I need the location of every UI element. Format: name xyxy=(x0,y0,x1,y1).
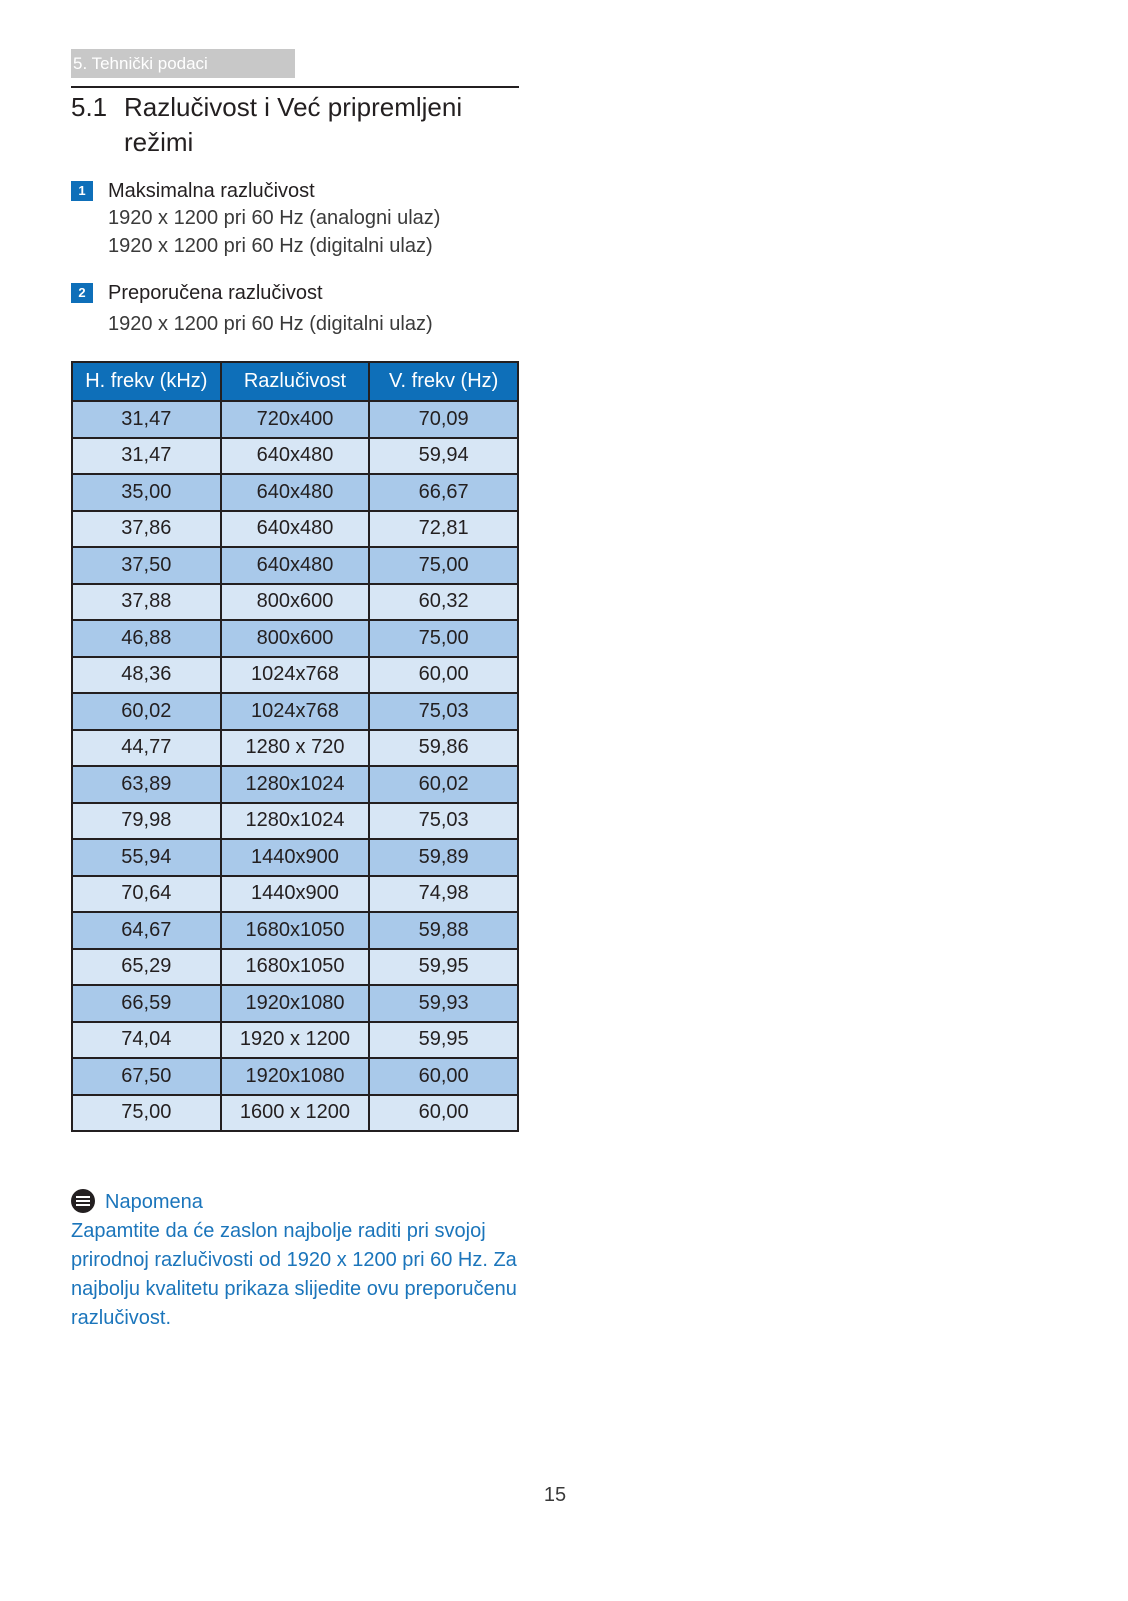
section-tab: 5. Tehnički podaci xyxy=(71,49,295,78)
table-header-row xyxy=(72,362,518,401)
table-row xyxy=(72,438,518,475)
cell-v-freq: 59,95 xyxy=(369,1022,518,1059)
cell-v-freq: 70,09 xyxy=(369,401,518,438)
cell-h-freq: 48,36 xyxy=(72,657,221,694)
cell-v-freq: 59,86 xyxy=(369,730,518,767)
table-row xyxy=(72,657,518,694)
cell-v-freq: 59,89 xyxy=(369,839,518,876)
cell-h-freq: 65,29 xyxy=(72,949,221,986)
cell-v-freq: 60,02 xyxy=(369,766,518,803)
cell-v-freq: 59,88 xyxy=(369,912,518,949)
cell-resolution: 1440x900 xyxy=(221,839,370,876)
cell-h-freq: 35,00 xyxy=(72,474,221,511)
table-row xyxy=(72,620,518,657)
cell-v-freq: 60,00 xyxy=(369,657,518,694)
page-number: 15 xyxy=(543,1484,567,1506)
header-v-freq: V. frekv (Hz) xyxy=(369,362,518,401)
cell-h-freq: 44,77 xyxy=(72,730,221,767)
cell-h-freq: 74,04 xyxy=(72,1022,221,1059)
cell-resolution: 1680x1050 xyxy=(221,912,370,949)
note-heading-text: Napomena xyxy=(105,1191,203,1213)
cell-v-freq: 59,95 xyxy=(369,949,518,986)
cell-resolution: 1920x1080 xyxy=(221,1058,370,1095)
cell-v-freq: 75,00 xyxy=(369,547,518,584)
table-row xyxy=(72,949,518,986)
cell-h-freq: 66,59 xyxy=(72,985,221,1022)
cell-h-freq: 31,47 xyxy=(72,401,221,438)
cell-v-freq: 60,00 xyxy=(369,1095,518,1132)
cell-h-freq: 46,88 xyxy=(72,620,221,657)
note-body: Zapamtite da će zaslon najbolje raditi pri svojoj prirodnoj razlučivosti od 1920 x 1200 pri 60 Hz. Za najbolju kvalitetu prikaza slijedite ovu preporučenu razlučivost. xyxy=(71,1220,517,1329)
item-line: 1920 x 1200 pri 60 Hz (analogni ulaz) xyxy=(108,207,441,229)
cell-resolution: 1920 x 1200 xyxy=(221,1022,370,1059)
cell-resolution: 800x600 xyxy=(221,584,370,621)
header-rule xyxy=(71,86,519,88)
cell-h-freq: 64,67 xyxy=(72,912,221,949)
title-text: Razlučivost i Već pripremljeni režimi xyxy=(124,92,463,157)
cell-resolution: 1280x1024 xyxy=(221,766,370,803)
note-icon xyxy=(71,1189,95,1213)
table-row xyxy=(72,547,518,584)
cell-h-freq: 63,89 xyxy=(72,766,221,803)
cell-resolution: 640x480 xyxy=(221,511,370,548)
cell-h-freq: 60,02 xyxy=(72,693,221,730)
cell-h-freq: 37,86 xyxy=(72,511,221,548)
cell-resolution: 1680x1050 xyxy=(221,949,370,986)
preset-modes-table xyxy=(71,361,519,1132)
page-title xyxy=(71,90,531,160)
title-number: 5.1 xyxy=(71,92,108,122)
cell-resolution: 800x600 xyxy=(221,620,370,657)
note-block xyxy=(71,1188,531,1333)
cell-v-freq: 59,93 xyxy=(369,985,518,1022)
cell-resolution: 640x480 xyxy=(221,474,370,511)
table-row xyxy=(72,912,518,949)
cell-v-freq: 75,00 xyxy=(369,620,518,657)
header-h-freq: H. frekv (kHz) xyxy=(72,362,221,401)
item-heading: Preporučena razlučivost xyxy=(108,282,323,304)
cell-resolution: 1280 x 720 xyxy=(221,730,370,767)
table-row xyxy=(72,876,518,913)
table-row xyxy=(72,1058,518,1095)
cell-v-freq: 60,32 xyxy=(369,584,518,621)
table-row xyxy=(72,803,518,840)
cell-resolution: 720x400 xyxy=(221,401,370,438)
cell-v-freq: 74,98 xyxy=(369,876,518,913)
table-row xyxy=(72,985,518,1022)
item-badge-1: 1 xyxy=(71,181,93,201)
cell-resolution: 1440x900 xyxy=(221,876,370,913)
cell-resolution: 1280x1024 xyxy=(221,803,370,840)
cell-h-freq: 79,98 xyxy=(72,803,221,840)
cell-resolution: 640x480 xyxy=(221,438,370,475)
note-heading xyxy=(71,1188,531,1216)
item-badge-2: 2 xyxy=(71,283,93,303)
cell-h-freq: 75,00 xyxy=(72,1095,221,1132)
cell-v-freq: 72,81 xyxy=(369,511,518,548)
table-row xyxy=(72,584,518,621)
cell-v-freq: 59,94 xyxy=(369,438,518,475)
header-resolution: Razlučivost xyxy=(221,362,370,401)
cell-v-freq: 75,03 xyxy=(369,693,518,730)
cell-h-freq: 37,50 xyxy=(72,547,221,584)
cell-v-freq: 66,67 xyxy=(369,474,518,511)
table-row xyxy=(72,839,518,876)
cell-v-freq: 60,00 xyxy=(369,1058,518,1095)
cell-h-freq: 67,50 xyxy=(72,1058,221,1095)
item-line: 1920 x 1200 pri 60 Hz (digitalni ulaz) xyxy=(108,313,433,335)
item-heading: Maksimalna razlučivost xyxy=(108,180,315,202)
cell-resolution: 1024x768 xyxy=(221,693,370,730)
cell-resolution: 1024x768 xyxy=(221,657,370,694)
max-resolution-item xyxy=(71,178,531,261)
table-row xyxy=(72,1022,518,1059)
table-row xyxy=(72,766,518,803)
table-row xyxy=(72,693,518,730)
table-row xyxy=(72,474,518,511)
recommended-resolution-item xyxy=(71,280,531,339)
cell-h-freq: 37,88 xyxy=(72,584,221,621)
cell-h-freq: 31,47 xyxy=(72,438,221,475)
cell-resolution: 640x480 xyxy=(221,547,370,584)
cell-resolution: 1920x1080 xyxy=(221,985,370,1022)
cell-h-freq: 55,94 xyxy=(72,839,221,876)
table-row xyxy=(72,401,518,438)
table-row xyxy=(72,511,518,548)
cell-resolution: 1600 x 1200 xyxy=(221,1095,370,1132)
cell-v-freq: 75,03 xyxy=(369,803,518,840)
item-line: 1920 x 1200 pri 60 Hz (digitalni ulaz) xyxy=(108,235,433,257)
table-row xyxy=(72,730,518,767)
table-row xyxy=(72,1095,518,1132)
cell-h-freq: 70,64 xyxy=(72,876,221,913)
